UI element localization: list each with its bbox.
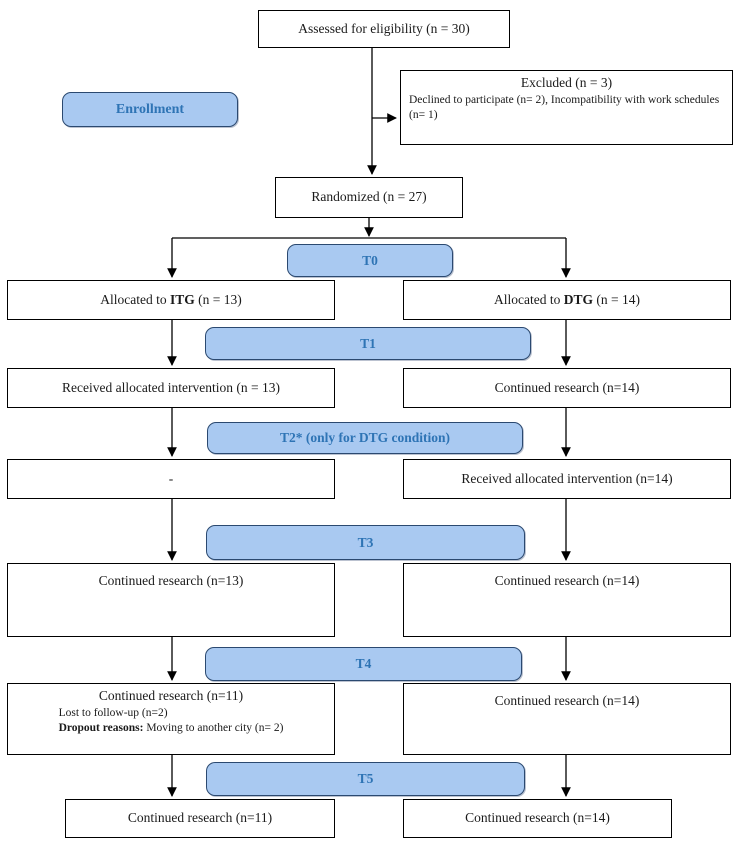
t3-left-box [7, 563, 335, 637]
stage-t5-label: T5 [357, 771, 374, 786]
stage-t4-label: T4 [355, 656, 372, 671]
t2-left-box [7, 459, 335, 499]
stage-t5-badge [206, 762, 525, 796]
stage-t1-label: T1 [360, 335, 376, 351]
excluded-title: Excluded (n = 3) [520, 75, 613, 90]
stage-t0-label: T0 [362, 252, 378, 268]
allocated-itg-post: (n = 13) [194, 291, 242, 307]
allocated-itg-bold: ITG [169, 291, 195, 307]
stage-t4-badge [205, 647, 522, 681]
t4-left-box [7, 683, 335, 755]
assessed-label: Assessed for eligibility (n = 30) [298, 20, 470, 36]
stage-t1-badge [205, 327, 531, 360]
t4-left-main: Continued research (n=11) [98, 688, 244, 703]
t5-right-box [403, 799, 672, 838]
randomized-label: Randomized (n = 27) [311, 189, 427, 205]
t4-left-line3 [59, 721, 284, 736]
t4-right-box [403, 683, 731, 755]
t5-right-label: Continued research (n=14) [465, 810, 610, 826]
t1-right-box [403, 368, 731, 408]
t5-left-label: Continued research (n=11) [127, 810, 273, 826]
allocated-dtg-label [494, 292, 640, 309]
randomized-box [275, 177, 463, 218]
t4-left-line3-bold: Dropout reasons: [58, 721, 144, 734]
t2-left-label: - [168, 470, 174, 486]
t4-right-label: Continued research (n=14) [494, 693, 640, 708]
t4-left-line3-rest: Moving to another city (n= 2) [143, 721, 284, 734]
t1-right-label: Continued research (n=14) [494, 379, 640, 395]
stage-t0-badge [287, 244, 453, 277]
t2-right-box [403, 459, 731, 499]
allocated-dtg-box [403, 280, 731, 320]
allocated-itg-label [100, 292, 241, 309]
stage-t2-label: T2* (only for DTG condition) [279, 430, 450, 445]
t3-right-box [403, 563, 731, 637]
enrollment-badge [62, 92, 238, 127]
t1-left-box [7, 368, 335, 408]
allocated-dtg-bold: DTG [563, 291, 593, 307]
excluded-box [400, 70, 733, 145]
allocated-dtg-pre: Allocated to [494, 291, 564, 307]
enrollment-label: Enrollment [115, 101, 185, 117]
stage-t2-badge [207, 422, 523, 454]
t2-right-label: Received allocated intervention (n=14) [461, 470, 673, 486]
t4-left-line2: Lost to follow-up (n=2) [58, 706, 168, 719]
t5-left-box [65, 799, 335, 838]
t3-right-label: Continued research (n=14) [494, 573, 640, 588]
allocated-dtg-post: (n = 14) [593, 291, 640, 307]
t4-left-text [51, 684, 292, 740]
t3-left-label: Continued research (n=13) [98, 573, 244, 588]
excluded-text [401, 71, 732, 127]
assessed-box [258, 10, 510, 48]
stage-t3-label: T3 [357, 534, 374, 550]
excluded-detail: Declined to participate (n= 2), Incompatibility with work schedules (n= 1) [409, 93, 720, 121]
allocated-itg-box [7, 280, 335, 320]
t1-left-label: Received allocated intervention (n = 13) [62, 379, 280, 395]
stage-t3-badge [206, 525, 525, 560]
allocated-itg-pre: Allocated to [100, 291, 170, 307]
